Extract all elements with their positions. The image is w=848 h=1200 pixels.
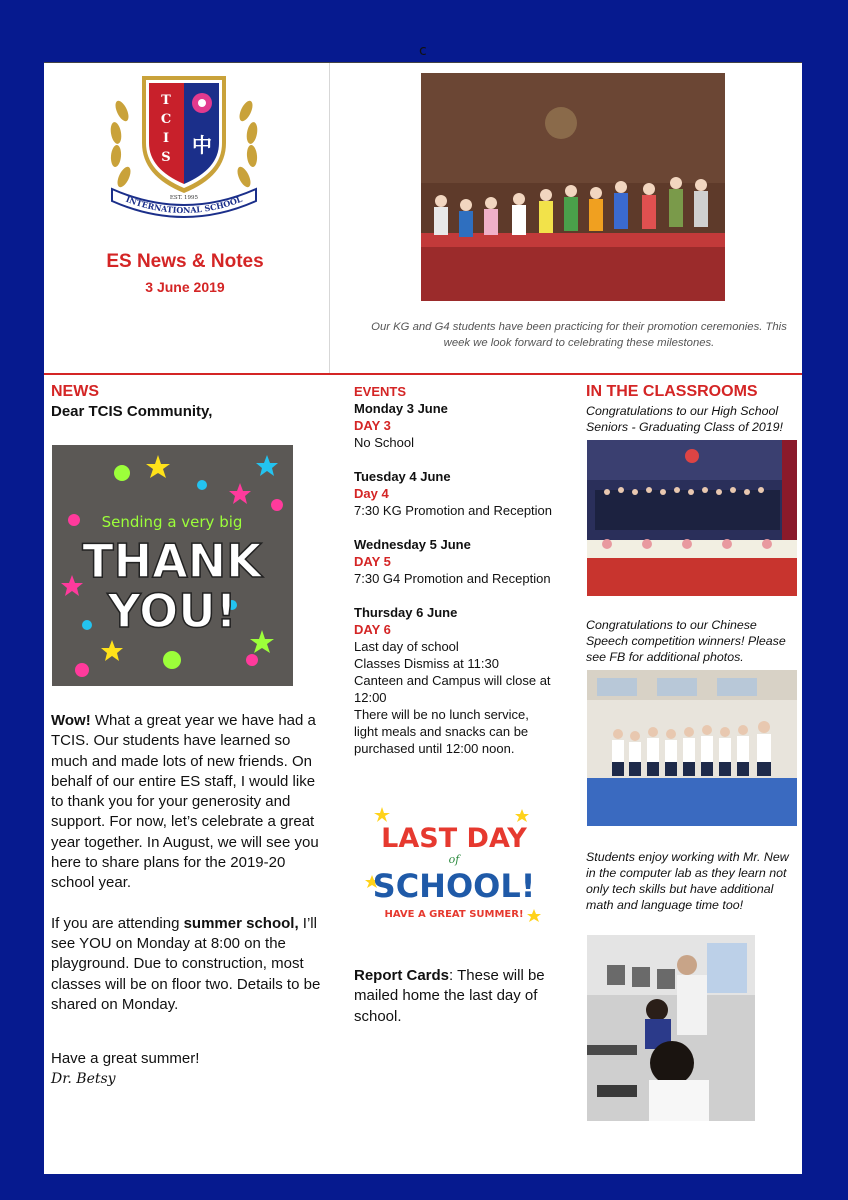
event-line: Canteen and Campus will close at 12:00 <box>354 673 551 705</box>
crest-letter: T <box>161 93 171 108</box>
last-day-school: SCHOOL! <box>372 867 536 905</box>
crest-emblem: 中 <box>192 133 212 157</box>
events-heading: EVENTS <box>354 384 407 399</box>
last-day-of: of <box>448 853 460 866</box>
closing: Have a great summer! <box>51 1050 200 1068</box>
last-day-title: LAST DAY <box>381 823 527 854</box>
news-paragraph <box>51 914 326 1015</box>
news-text: If you are attending <box>51 914 184 932</box>
event-item <box>354 400 554 451</box>
event-day: Day 4 <box>354 486 389 501</box>
summer-school-emphasis: summer school, <box>183 914 299 932</box>
report-cards-note <box>354 966 554 1027</box>
salutation: Dear TCIS Community, <box>51 403 213 420</box>
event-day: DAY 6 <box>354 622 391 637</box>
thank-you-subtitle: Sending a very big <box>101 513 243 531</box>
events-column <box>354 383 554 774</box>
event-line: 7:30 KG Promotion and Reception <box>354 503 553 518</box>
event-line: No School <box>354 435 414 450</box>
news-lead: Wow! <box>51 712 91 729</box>
stray-mark: c <box>419 43 427 59</box>
event-date: Tuesday 4 June <box>354 469 451 484</box>
news-body <box>51 711 326 1090</box>
graduation-photo <box>587 440 797 596</box>
newsletter-date: 3 June 2019 <box>145 279 225 295</box>
signature: Dr. Betsy <box>51 1071 116 1088</box>
photo-caption: Our KG and G4 students have been practicing for their promotion ceremonies. This week we look forward to celebrating these milestones. <box>371 321 787 349</box>
computer-lab-photo <box>587 935 755 1121</box>
graduation-caption: Congratulations to our High School Seniors - Graduating Class of 2019! <box>586 404 783 434</box>
speech-winners-photo <box>587 670 797 826</box>
crest-banner-text: INTERNATIONAL SCHOOL <box>124 193 244 216</box>
computer-lab-caption: Students enjoy working with Mr. New in the computer lab as they learn not only tech skills but have additional math and language time too! <box>586 850 789 912</box>
crest-letter: I <box>162 131 170 146</box>
event-line: There will be no lunch service, light meals and snacks can be purchased until 12:00 noon. <box>354 707 529 756</box>
news-column <box>51 383 326 420</box>
crest-est: EST. 1995 <box>169 195 199 201</box>
last-day-tagline: HAVE A GREAT SUMMER! <box>384 909 524 920</box>
classrooms-column <box>586 383 800 435</box>
event-date: Wednesday 5 June <box>354 537 471 552</box>
event-item <box>354 604 554 757</box>
column-divider <box>329 63 330 373</box>
event-date: Monday 3 June <box>354 401 448 416</box>
event-date: Thursday 6 June <box>354 605 458 620</box>
thank-you-graphic <box>52 445 293 686</box>
classrooms-heading: IN THE CLASSROOMS <box>586 383 758 400</box>
report-cards-label: Report Cards <box>354 967 450 984</box>
newsletter-title: ES News & Notes <box>106 251 264 272</box>
event-line: Last day of school <box>354 639 459 654</box>
crest-letter: C <box>160 112 172 127</box>
section-rule <box>44 373 802 375</box>
last-day-of-school-graphic <box>362 805 546 931</box>
report-cards-text: : These will be mailed home the last day of school. <box>354 967 545 1025</box>
event-line: 7:30 G4 Promotion and Reception <box>354 571 551 586</box>
thank-you-word-thank: THANK <box>82 534 262 588</box>
crest-letter: S <box>161 150 171 165</box>
promotion-ceremony-photo <box>421 73 725 301</box>
news-text: I’ll see YOU on Monday at 8:00 on the playground. Due to construction, most classes will be on floor two. Details to be shared on Monday. <box>51 914 321 1013</box>
thank-you-word-you: YOU! <box>107 584 237 638</box>
event-item <box>354 536 554 587</box>
event-day: DAY 5 <box>354 554 391 569</box>
tcis-crest-logo <box>104 71 264 221</box>
speech-caption: Congratulations to our Chinese Speech competition winners! Please see FB for additional photos. <box>586 618 786 664</box>
newsletter-page <box>44 62 802 1174</box>
news-heading: NEWS <box>51 383 99 400</box>
news-text: What a great year we have had a TCIS. Our students have learned so much and made lots of new friends. On behalf of our entire ES staff, I would like to thank you for your generosity and support. For now, let’s celebrate a great year together. In August, we will see you here to share plans for the 2019-20 school year. <box>51 712 319 892</box>
event-line: Classes Dismiss at 11:30 <box>354 656 499 671</box>
event-item <box>354 468 554 519</box>
event-day: DAY 3 <box>354 418 391 433</box>
news-paragraph <box>51 711 326 894</box>
